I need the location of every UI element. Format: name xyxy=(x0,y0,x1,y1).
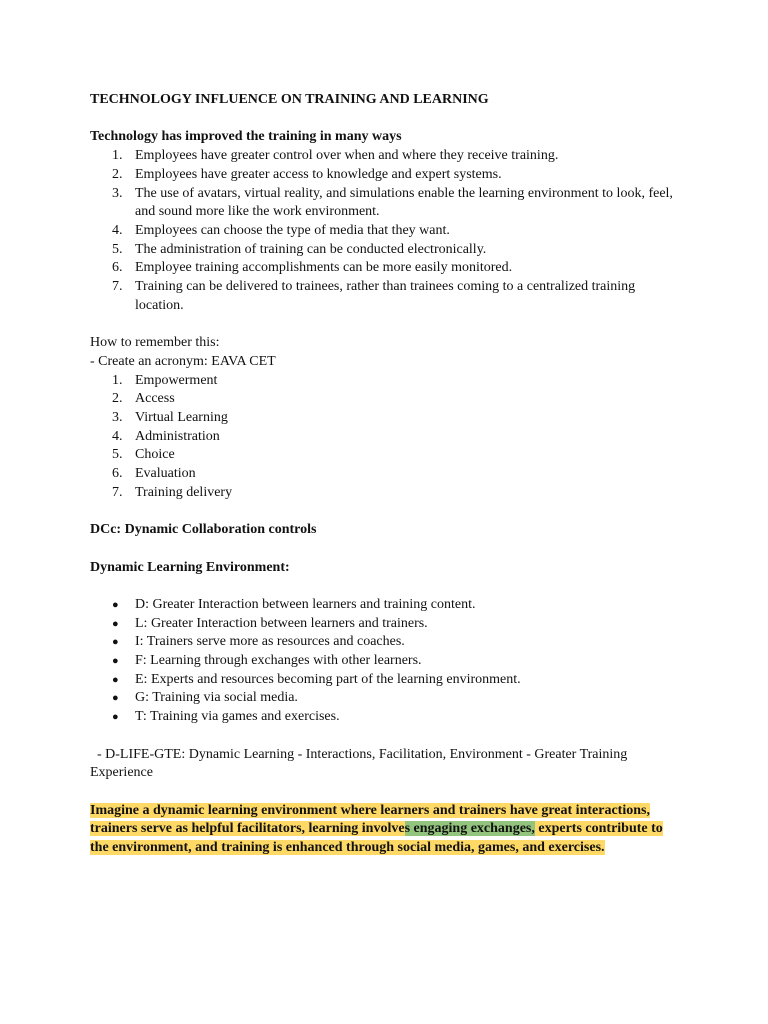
improved-list-item: 5. The administration of training can be conducted electronically. xyxy=(112,241,487,257)
remember-list-item: 3. Virtual Learning xyxy=(112,409,228,425)
improved-list-item: 7. Training can be delivered to trainees, rather than trainees coming to a centralized training location. xyxy=(112,279,636,313)
dle-list-item: ● E: Experts and resources becoming part of the learning environment. xyxy=(90,671,680,690)
improved-heading: Technology has improved the training in many ways xyxy=(90,129,402,145)
dle-list-item: ● T: Training via games and exercises. xyxy=(90,708,680,727)
dle-list-item: ● L: Greater Interaction between learners and trainers. xyxy=(90,615,680,634)
document-content xyxy=(90,91,680,858)
bullet-icon: ● xyxy=(112,636,119,649)
bullet-icon: ● xyxy=(112,673,119,686)
bullet-icon: ● xyxy=(112,711,119,724)
bullet-icon: ● xyxy=(112,598,119,611)
improved-list-item: 4. Employees can choose the type of media that they want. xyxy=(112,222,450,238)
summary-highlight-green: s engaging exchanges, xyxy=(404,821,535,837)
dcc-heading: DCc: Dynamic Collaboration controls xyxy=(90,522,317,538)
remember-list-item: 7. Training delivery xyxy=(112,484,233,500)
document-title: TECHNOLOGY INFLUENCE ON TRAINING AND LEARNING xyxy=(90,92,489,107)
dle-list xyxy=(90,596,680,727)
remember-list-item: 5. Choice xyxy=(112,447,175,463)
improved-list xyxy=(90,147,680,315)
dle-list-item: ● F: Learning through exchanges with other learners. xyxy=(90,652,680,671)
bullet-icon: ● xyxy=(112,655,119,668)
improved-list-item: 1. Employees have greater control over when and where they receive training. xyxy=(112,148,559,164)
remember-list xyxy=(90,372,680,503)
dle-heading: Dynamic Learning Environment: xyxy=(90,559,290,575)
improved-list-item: 6. Employee training accomplishments can be more easily monitored. xyxy=(112,260,513,276)
remember-list-item: 6. Evaluation xyxy=(112,466,196,482)
dle-list-item: ● G: Training via social media. xyxy=(90,689,680,708)
dle-list-item: ● I: Trainers serve more as resources and coaches. xyxy=(90,633,680,652)
improved-list-item: 2. Employees have greater access to knowledge and expert systems. xyxy=(112,166,502,182)
bullet-icon: ● xyxy=(112,617,119,630)
dle-list-item: ● D: Greater Interaction between learners and training content. xyxy=(90,596,680,615)
summary-highlight-yellow-2: experts contribute to the environment, and training is enhanced through social media, games, and exercises. xyxy=(90,821,663,856)
remember-intro: How to remember this: xyxy=(90,335,220,351)
improved-list-item: 3. The use of avatars, virtual reality, and simulations enable the learning environment to look, feel, and sound more like the work environment. xyxy=(112,185,673,220)
remember-list-item: 4. Administration xyxy=(112,428,220,444)
bullet-icon: ● xyxy=(112,692,119,705)
remember-acronym: - Create an acronym: EAVA CET xyxy=(90,353,276,369)
summary-highlight-yellow: Imagine a dynamic learning environment where learners and trainers have great interactions, trainers serve as helpful facilitators, learning involve xyxy=(90,802,650,837)
dlife-acronym: - D-LIFE-GTE: Dynamic Learning - Interactions, Facilitation, Environment - Greater Training Experience xyxy=(90,746,631,781)
remember-list-item: 2. Access xyxy=(112,391,175,407)
remember-list-item: 1. Empowerment xyxy=(112,372,218,388)
summary-paragraph xyxy=(90,802,680,858)
